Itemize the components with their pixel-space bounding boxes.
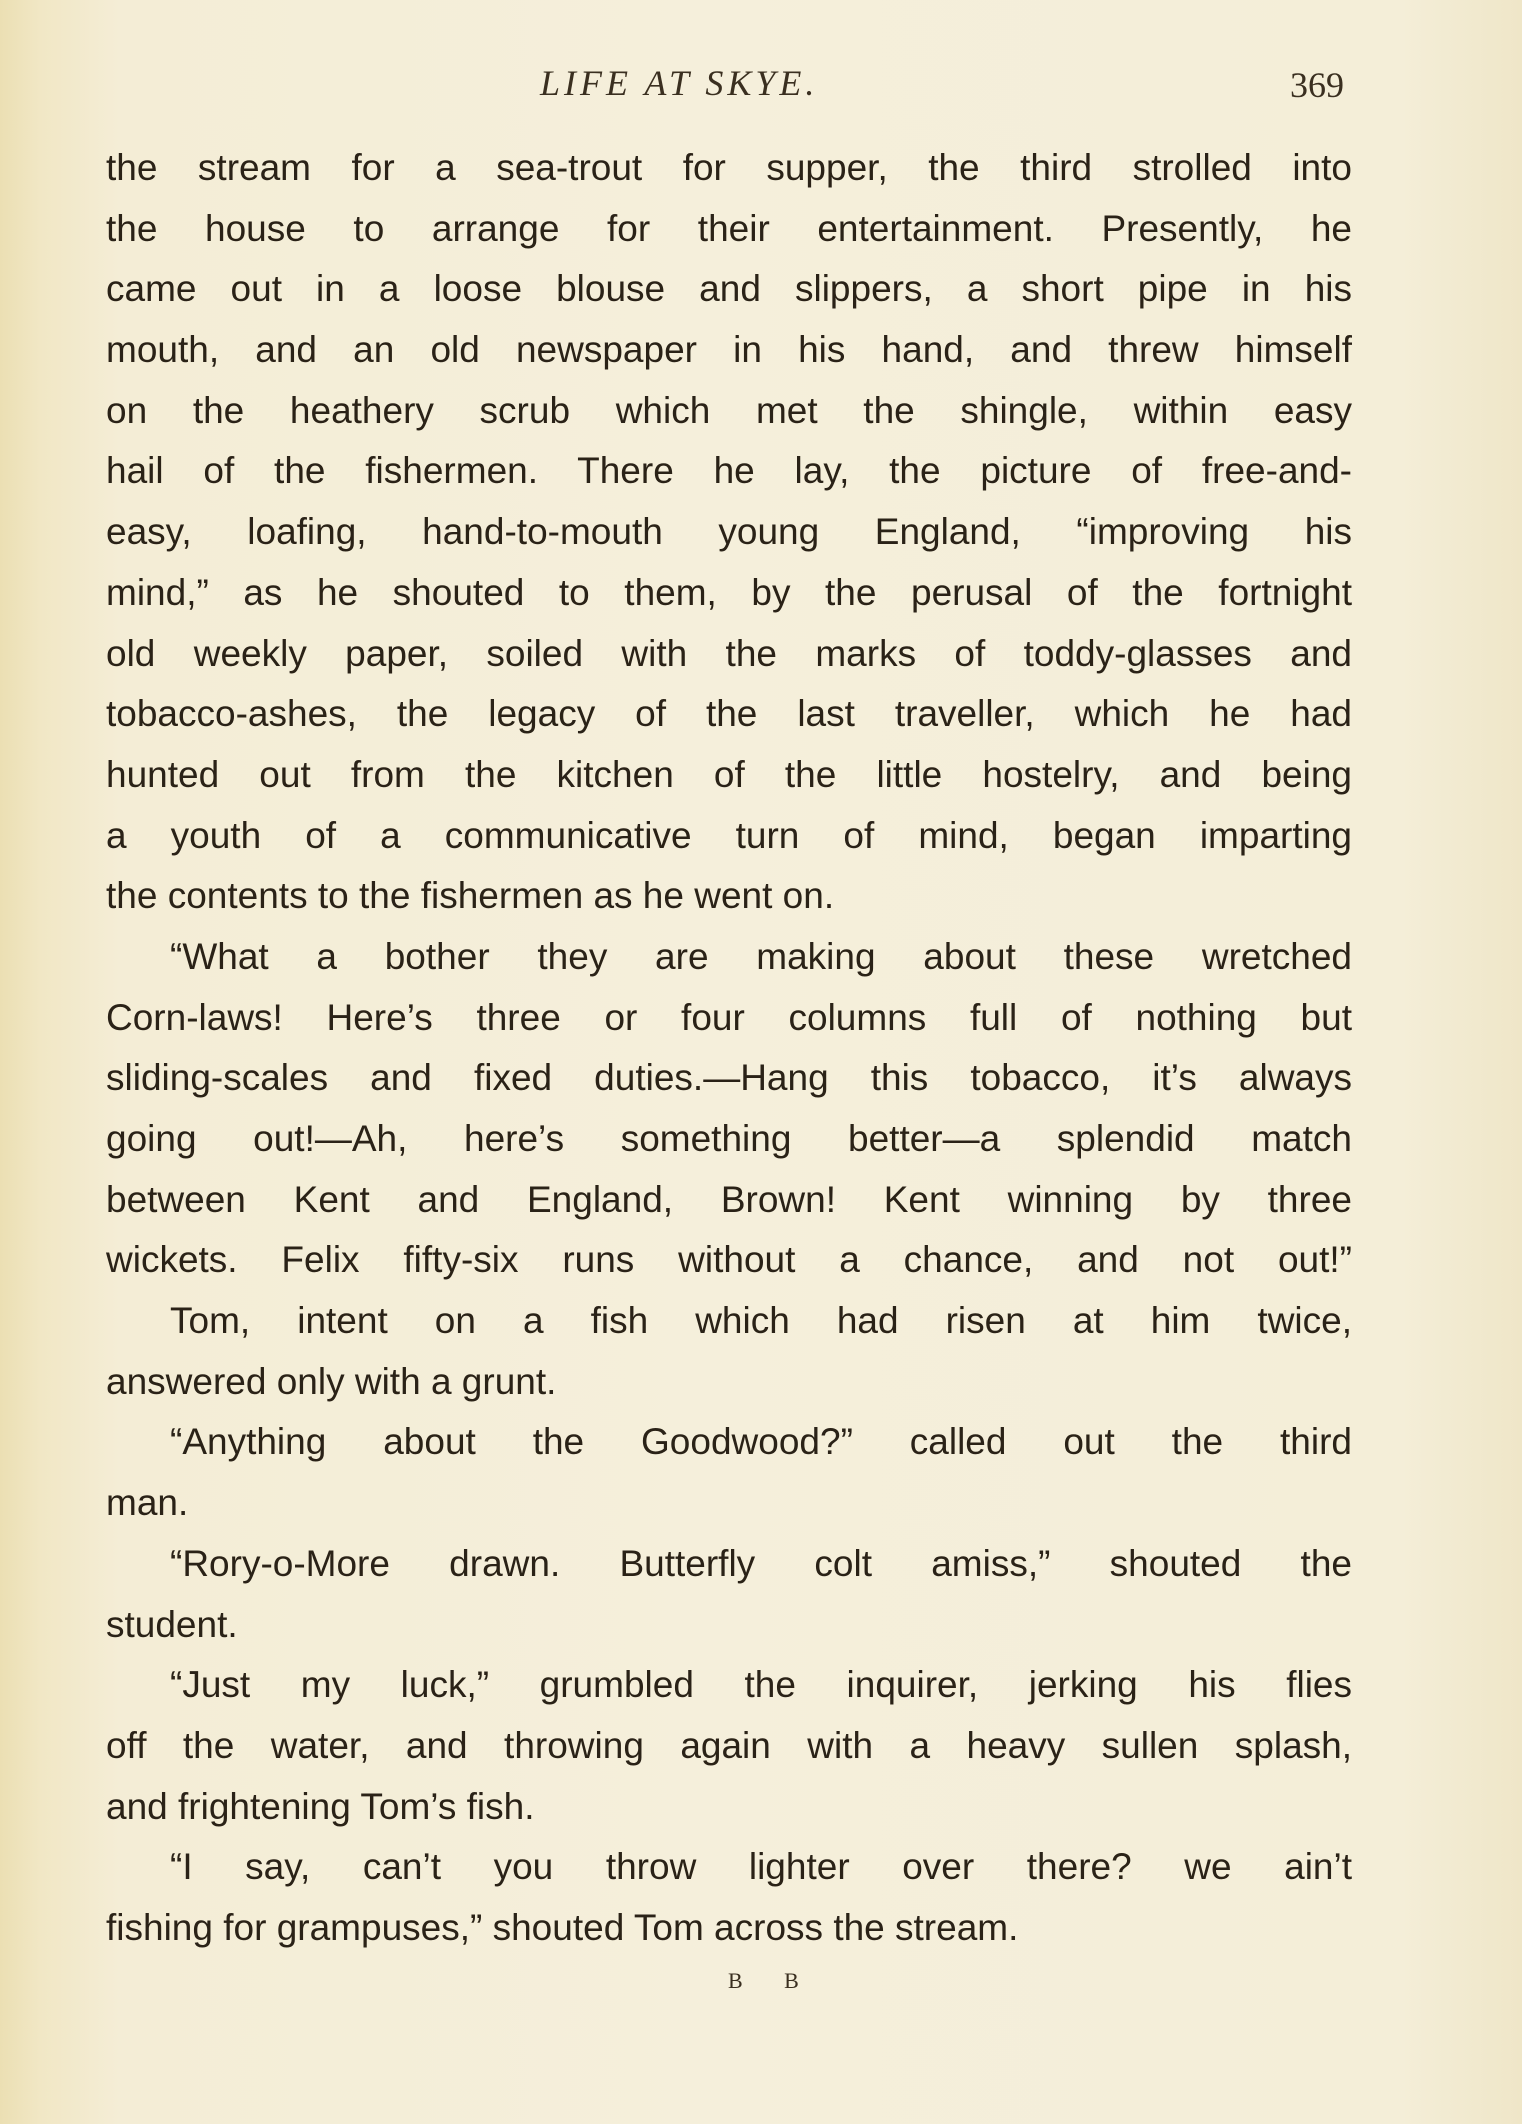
running-header [0,62,1522,122]
text-line: and frightening Tom’s fish. [106,1785,535,1827]
running-title: LIFE AT SKYE. [540,63,819,103]
text-line: “I say, can’t you throw lighter over there? we ain’t [170,1846,1352,1888]
text-line: mouth, and an old newspaper in his hand, and threw himself [106,329,1352,371]
text-line: “What a bother they are making about these wretched [170,935,1352,977]
text-line: came out in a loose blouse and slippers, a short pipe in his [106,268,1352,310]
text-line: going out!—Ah, here’s something better—a splendid match [106,1118,1352,1159]
text-line: Tom, intent on a fish which had risen at him twice, [170,1300,1352,1342]
text-line: on the heathery scrub which met the shingle, within easy [106,389,1352,431]
text-line: “Just my luck,” grumbled the inquirer, jerking his flies [170,1664,1352,1706]
text-line: off the water, and throwing again with a heavy sullen splash, [106,1724,1352,1766]
text-line: man. [106,1482,189,1524]
text-line: Corn-laws! Here’s three or four columns full of nothing but [106,996,1352,1038]
page-number: 369 [1290,65,1344,105]
text-line: answered only with a grunt. [106,1360,557,1402]
text-line: between Kent and England, Brown! Kent winning by three [106,1178,1352,1220]
text-line: tobacco-ashes, the legacy of the last traveller, which he had [106,693,1352,735]
text-line: student. [106,1603,238,1645]
text-line: “Rory-o-More drawn. Butterfly colt amiss,” shouted the [170,1542,1352,1584]
text-line: wickets. Felix fifty-six runs without a chance, and not out!” [106,1239,1352,1281]
text-line: sliding-scales and fixed duties.—Hang this tobacco, it’s always [106,1057,1352,1099]
text-line: hunted out from the kitchen of the little hostelry, and being [106,753,1352,795]
text-line: easy, loafing, hand-to-mouth young England, “improving his [106,511,1352,553]
text-line: the house to arrange for their entertainment. Presently, he [106,207,1352,249]
text-line: a youth of a communicative turn of mind, began imparting [106,814,1352,856]
text-line: old weekly paper, soiled with the marks of toddy-glasses and [106,632,1352,674]
text-line: the stream for a sea-trout for supper, the third strolled into [106,147,1352,188]
signature-mark: B B [728,1968,817,1993]
body-text [106,138,1352,1959]
text-line: hail of the fishermen. There he lay, the picture of free-and- [106,450,1352,492]
text-line: the contents to the fishermen as he went on. [106,875,835,917]
text-line: fishing for grampuses,” shouted Tom across the stream. [106,1906,1019,1948]
text-line: “Anything about the Goodwood?” called out the third [170,1421,1352,1463]
text-line: mind,” as he shouted to them, by the perusal of the fortnight [106,571,1352,613]
